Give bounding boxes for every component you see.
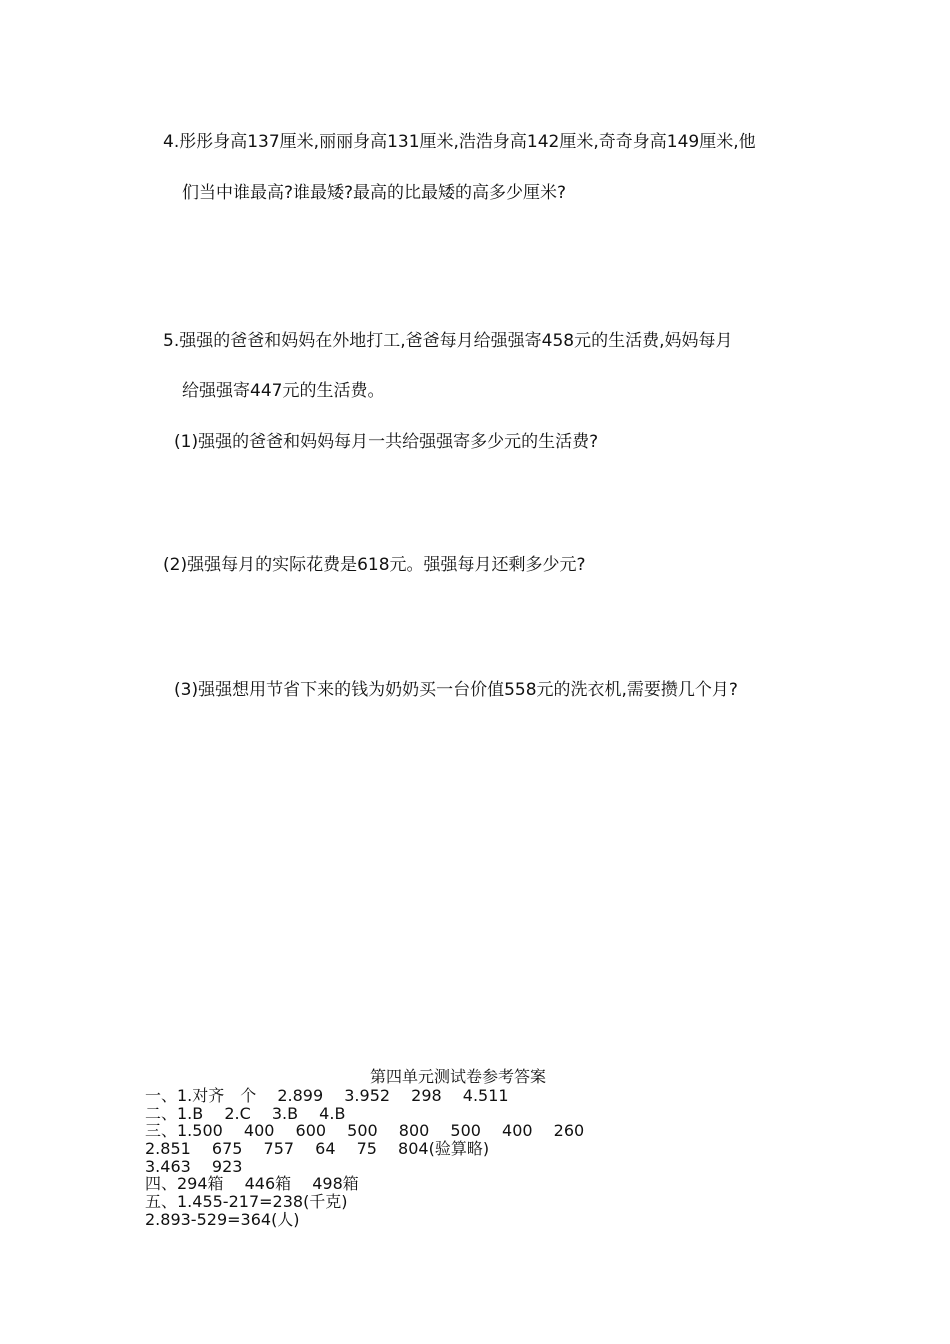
- question-4-line-2: 们当中谁最高?谁最矮?最高的比最矮的高多少厘米?: [182, 183, 567, 203]
- answer-line: 三、1.500 400 600 500 800 500 400 260: [145, 1121, 585, 1140]
- answer-line: 一、1.对齐 个 2.899 3.952 298 4.511: [145, 1086, 509, 1105]
- question-5-line-1: 5.强强的爸爸和妈妈在外地打工,爸爸每月给强强寄458元的生活费,妈妈每月: [163, 331, 733, 351]
- question-5-sub-2: (2)强强每月的实际花费是618元。强强每月还剩多少元?: [163, 555, 586, 575]
- answer-line: 2.893-529=364(人): [145, 1210, 300, 1229]
- answer-line: 2.851 675 757 64 75 804(验算略): [145, 1139, 490, 1158]
- answer-line: 3.463 923: [145, 1157, 243, 1176]
- answer-line: 五、1.455-217=238(千克): [145, 1192, 348, 1211]
- question-5-sub-1: (1)强强的爸爸和妈妈每月一共给强强寄多少元的生活费?: [174, 432, 599, 452]
- answer-key-title: 第四单元测试卷参考答案: [370, 1067, 547, 1086]
- answer-line: 四、294箱 446箱 498箱: [145, 1174, 359, 1193]
- question-5-sub-3: (3)强强想用节省下来的钱为奶奶买一台价值558元的洗衣机,需要攒几个月?: [174, 680, 738, 700]
- question-4-line-1: 4.彤彤身高137厘米,丽丽身高131厘米,浩浩身高142厘米,奇奇身高149厘米,他: [163, 132, 756, 152]
- question-5-line-2: 给强强寄447元的生活费。: [182, 381, 385, 401]
- answer-line: 二、1.B 2.C 3.B 4.B: [145, 1104, 346, 1123]
